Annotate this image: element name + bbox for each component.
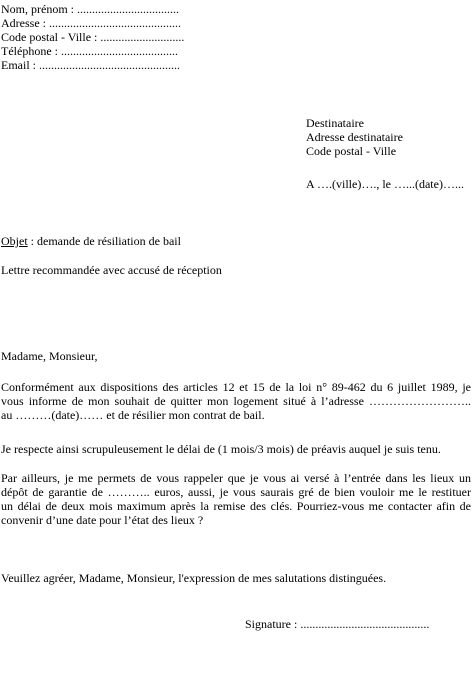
paragraph-line: un délai de deux mois maximum après la remise des clés. Pourriez-vous me contacter afin de: [1, 499, 471, 513]
registered-mail-notice: Lettre recommandée avec accusé de réception: [1, 263, 222, 277]
paragraph-line: au ………(date)…… et de résilier mon contrat de bail.: [1, 408, 265, 422]
place-date-line: A ….(ville)…., le …...(date)…...: [306, 177, 464, 191]
recipient-block: [306, 116, 403, 158]
paragraph-notice-period: [1, 442, 471, 456]
subject-label: Objet: [1, 234, 28, 248]
paragraph-notice: [1, 380, 471, 422]
paragraph-line: Veuillez agréer, Madame, Monsieur, l'expression de mes salutations distinguées.: [1, 571, 387, 585]
paragraph-line: Je respecte ainsi scrupuleusement le délai de (1 mois/3 mois) de préavis auquel je suis tenu.: [1, 442, 441, 456]
paragraph-line: dépôt de garantie de ……….. euros, aussi, je vous saurais gré de bien vouloir me le restituer: [1, 485, 471, 499]
paragraph-line: Par ailleurs, je me permets de vous rappeler que je vous ai versé à l’entrée dans les lieux un: [1, 471, 471, 485]
paragraph-closing: [1, 571, 471, 585]
subject-text: : demande de résiliation de bail: [27, 234, 181, 248]
signature-line: Signature : ...........................................: [245, 617, 430, 631]
recipient-postal: Code postal - Ville: [306, 144, 397, 158]
recipient-name: Destinataire: [306, 116, 364, 130]
sender-email-line: Email : ...............................................: [1, 58, 180, 72]
paragraph-line: vous informe de mon souhait de quitter mon logement situé à l’adresse ……………………..: [1, 394, 471, 408]
subject-line: [1, 234, 181, 248]
paragraph-line: Conformément aux dispositions des articles 12 et 15 de la loi n° 89-462 du 6 juillet 1989, je: [1, 380, 471, 394]
salutation: Madame, Monsieur,: [1, 349, 98, 363]
sender-postal-line: Code postal - Ville : ............................: [1, 30, 185, 44]
sender-address-line: Adresse : ............................................: [1, 16, 181, 30]
paragraph-deposit: [1, 471, 471, 527]
sender-block: [1, 2, 184, 72]
recipient-address: Adresse destinataire: [306, 130, 403, 144]
paragraph-line: convenir d’une date pour l’état des lieux ?: [1, 513, 204, 527]
sender-phone-line: Téléphone : .......................................: [1, 44, 178, 58]
sender-name-line: Nom, prénom : ..................................: [1, 2, 179, 16]
